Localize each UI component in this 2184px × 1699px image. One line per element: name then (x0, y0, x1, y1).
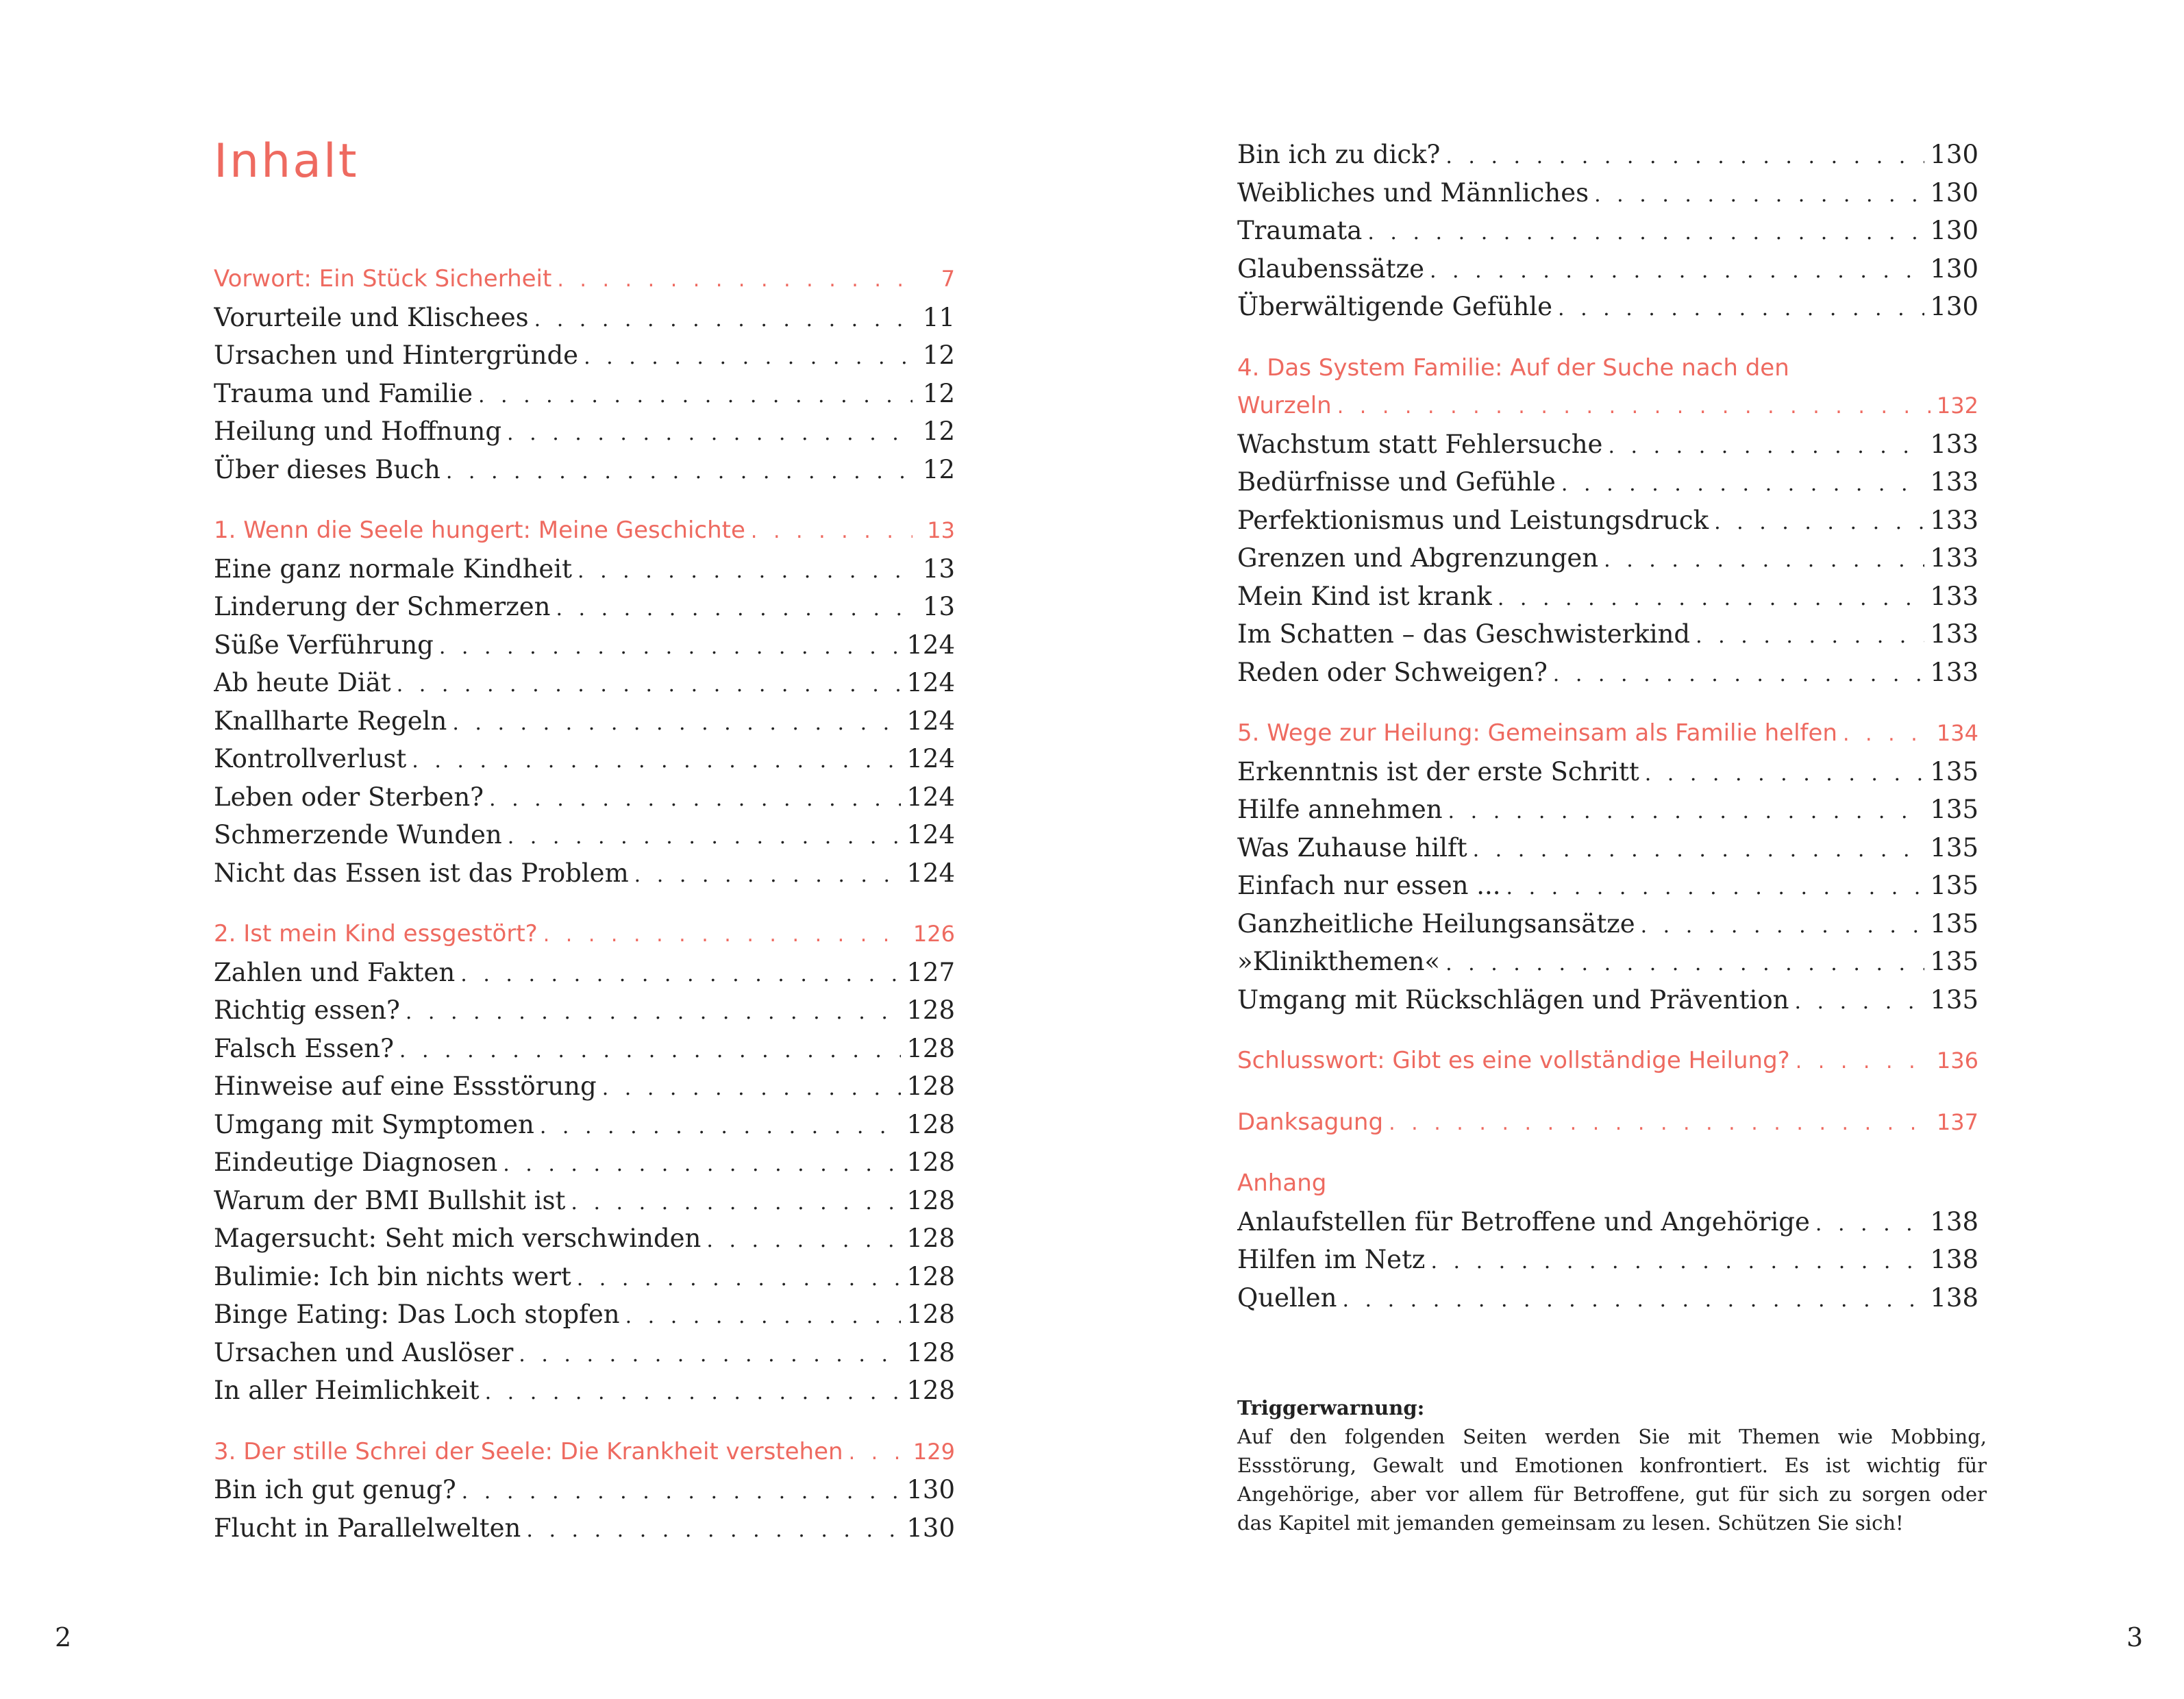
toc-chapter-label: Wurzeln (1237, 392, 1332, 419)
toc-entry-label: Reden oder Schweigen? (1237, 657, 1548, 687)
toc-entry-row[interactable] (214, 1372, 955, 1410)
toc-chapter-row[interactable] (214, 915, 955, 954)
toc-entry-label: Im Schatten – das Geschwisterkind (1237, 619, 1691, 649)
toc-page-number: 128 (906, 1224, 955, 1253)
toc-entry-label: Binge Eating: Das Loch stopfen (214, 1300, 620, 1329)
toc-entry-label: Warum der BMI Bullshit ist (214, 1185, 566, 1215)
toc-page-number: 124 (906, 782, 955, 812)
toc-entry-row[interactable] (1237, 288, 1978, 326)
toc-page-number: 133 (1930, 543, 1978, 573)
leader-dots (452, 704, 901, 741)
toc-page-number: 124 (906, 744, 955, 773)
toc-entry-row[interactable] (214, 954, 955, 992)
toc-entry-row[interactable] (1237, 943, 1978, 981)
toc-entry-label: Hinweise auf eine Essstörung (214, 1071, 597, 1101)
toc-entry-row[interactable] (214, 626, 955, 665)
toc-entry-label: Ursachen und Hintergründe (214, 340, 579, 370)
leader-dots (578, 552, 913, 588)
leader-dots (1843, 715, 1931, 753)
toc-page-number: 127 (906, 957, 955, 987)
toc-entry-label: Hilfe annehmen (1237, 795, 1443, 824)
toc-page-number: 135 (1930, 756, 1978, 786)
leader-dots (1445, 138, 1924, 174)
toc-entry-label: Glaubenssätze (1237, 253, 1424, 284)
leader-dots (1594, 176, 1924, 212)
toc-entry-label: Mein Kind ist krank (1237, 581, 1492, 611)
toc-entry-row[interactable] (214, 664, 955, 702)
leader-dots (1430, 252, 1924, 288)
toc-entry-label: Bin ich zu dick? (1237, 140, 1441, 169)
toc-entry-label: Erkenntnis ist der erste Schritt (1237, 756, 1639, 786)
leader-dots (1794, 983, 1924, 1019)
toc-entry-label: Quellen (1237, 1282, 1337, 1313)
leader-dots (584, 338, 913, 375)
toc-entry-row[interactable] (214, 299, 955, 337)
leader-dots (446, 453, 913, 489)
toc-group-chapter-1 (214, 512, 955, 892)
toc-entry-row[interactable] (214, 854, 955, 893)
leader-dots (556, 590, 913, 626)
toc-page-number: 12 (922, 417, 955, 446)
toc-page-number: 129 (913, 1438, 955, 1465)
toc-entry-label: Ganzheitliche Heilungsansätze (1237, 908, 1635, 939)
toc-page-number: 13 (927, 517, 955, 543)
toc-entry-label: Bulimie: Ich bin nichts wert (214, 1261, 571, 1291)
toc-page-number: 130 (906, 1513, 955, 1543)
toc-entry-label: Eindeutige Diagnosen (214, 1148, 498, 1177)
toc-chapter-label: 5. Wege zur Heilung: Gemeinsam als Familie helfen (1237, 719, 1837, 747)
toc-page-number: 136 (1936, 1047, 1978, 1074)
toc-entry-label: Ab heute Diät (214, 668, 391, 697)
toc-entry-label: Umgang mit Rückschlägen und Prävention (1237, 984, 1789, 1015)
leader-dots (1337, 388, 1931, 425)
toc-entry-row[interactable] (214, 991, 955, 1030)
leader-dots (1367, 214, 1924, 250)
toc-page-number: 128 (906, 1185, 955, 1215)
toc-entry-row[interactable] (1237, 578, 1978, 616)
toc-entry-label: Richtig essen? (214, 995, 400, 1025)
leader-dots (751, 512, 913, 550)
toc-entry-row[interactable] (214, 451, 955, 489)
leader-dots (397, 666, 902, 702)
toc-chapter-label: Danksagung (1237, 1108, 1384, 1136)
toc-group-danksagung (1237, 1104, 1978, 1142)
leader-dots (543, 916, 908, 954)
leader-dots (406, 993, 902, 1030)
toc-entry-row[interactable] (1237, 539, 1978, 578)
toc-entry-label: In aller Heimlichkeit (214, 1376, 480, 1405)
anhang-heading: Anhang (1237, 1169, 1327, 1197)
toc-page-number: 135 (1930, 871, 1978, 900)
toc-page-number: 12 (922, 454, 955, 484)
toc-page-number: 130 (1930, 216, 1978, 245)
toc-page-number: 135 (1930, 795, 1978, 824)
leader-dots (634, 856, 902, 893)
toc-chapter-label: Vorwort: Ein Stück Sicherheit (214, 265, 552, 293)
toc-chapter-row[interactable] (1237, 1104, 1978, 1142)
toc-entry-label: Umgang mit Symptomen (214, 1109, 534, 1139)
toc-entry-label: Hilfen im Netz (1237, 1245, 1426, 1274)
toc-entry-row[interactable] (214, 1258, 955, 1296)
toc-page-number: 12 (922, 340, 955, 370)
leader-dots (1342, 1281, 1924, 1317)
toc-chapter-title-line[interactable] (1237, 349, 1978, 388)
toc-chapter-row[interactable] (1237, 387, 1978, 425)
toc-entry-row[interactable] (214, 1106, 955, 1144)
leader-dots (462, 1473, 902, 1509)
leader-dots (507, 414, 913, 451)
toc-page-number: 124 (906, 706, 955, 736)
toc-entry-row[interactable] (1237, 867, 1978, 905)
toc-entry-row[interactable] (1237, 981, 1978, 1019)
leader-dots (1561, 465, 1924, 501)
toc-entry-row[interactable] (214, 740, 955, 778)
toc-entry-row[interactable] (1237, 1279, 1978, 1317)
leader-dots (706, 1221, 901, 1258)
toc-entry-label: Eine ganz normale Kindheit (214, 554, 573, 584)
toc-entry-row[interactable] (214, 1509, 955, 1548)
trigger-warning-title: Triggerwarnung: (1237, 1396, 1425, 1419)
toc-entry-label: Linderung der Schmerzen (214, 592, 551, 621)
toc-chapter-row[interactable] (1237, 715, 1978, 753)
toc-group-chapter-4 (1237, 349, 1978, 692)
toc-entry-row[interactable] (1237, 250, 1978, 288)
leader-dots (439, 628, 902, 665)
leader-dots (571, 1184, 901, 1220)
toc-entry-row[interactable] (1237, 425, 1978, 464)
toc-entry-label: Leben oder Sterben? (214, 782, 484, 812)
toc-entry-label: Traumata (1237, 216, 1363, 245)
toc-entry-label: Heilung und Hoffnung (214, 417, 502, 446)
leader-dots (1608, 427, 1924, 464)
toc-page-number: 124 (906, 668, 955, 697)
toc-page-number: 128 (906, 1109, 955, 1139)
toc-page-number: 12 (922, 378, 955, 408)
leader-dots (557, 261, 913, 299)
toc-chapter-row[interactable] (214, 512, 955, 550)
toc-page-number: 137 (1936, 1108, 1978, 1135)
toc-page-number: 135 (1930, 832, 1978, 863)
toc-entry-row[interactable] (214, 588, 955, 626)
toc-page-number: 133 (1930, 657, 1978, 687)
leader-dots (625, 1298, 902, 1334)
leader-dots (508, 818, 902, 854)
toc-group-anhang (1237, 1165, 1978, 1317)
leader-dots (577, 1260, 902, 1296)
leader-dots (1430, 1243, 1924, 1279)
toc-entry-row[interactable] (1237, 829, 1978, 867)
toc-entry-row[interactable] (1237, 212, 1978, 250)
right-page (1092, 0, 2184, 1699)
toc-entry-label: Magersucht: Seht mich verschwinden (214, 1224, 702, 1253)
toc-entry-label: Grenzen und Abgrenzungen (1237, 543, 1599, 573)
leader-dots (602, 1069, 902, 1106)
page-number: 3 (2126, 1622, 2144, 1652)
toc-page-number: 138 (1930, 1206, 1978, 1237)
toc-entry-label: Vorurteile und Klischees (214, 302, 529, 332)
toc-entry-label: Falsch Essen? (214, 1033, 394, 1063)
leader-dots (1445, 945, 1924, 981)
toc-entry-row[interactable] (214, 1471, 955, 1509)
toc-entry-row[interactable] (214, 1334, 955, 1372)
leader-dots (1558, 290, 1924, 326)
toc-entry-label: Kontrollverlust (214, 744, 407, 773)
toc-left-column (214, 260, 955, 1570)
toc-page-number: 133 (1930, 467, 1978, 497)
leader-dots (1815, 1205, 1924, 1241)
toc-entry-label: Knallharte Regeln (214, 706, 447, 736)
toc-page-number: 133 (1930, 429, 1978, 459)
toc-page-number: 135 (1930, 908, 1978, 939)
toc-entry-row[interactable] (214, 816, 955, 854)
toc-page-number: 135 (1930, 947, 1978, 976)
toc-entry-row[interactable] (214, 1182, 955, 1220)
toc-entry-label: Wachstum statt Fehlersuche (1237, 429, 1603, 459)
toc-page-number: 126 (913, 921, 955, 947)
leader-dots (399, 1032, 901, 1068)
toc-entry-label: Anlaufstellen für Betroffene und Angehörige (1237, 1206, 1810, 1237)
toc-entry-row[interactable] (1237, 791, 1978, 829)
leader-dots (1553, 656, 1925, 692)
toc-page-number: 13 (922, 592, 955, 621)
toc-page-number: 13 (922, 554, 955, 584)
toc-page-number: 133 (1930, 619, 1978, 649)
toc-chapter-label: Schlusswort: Gibt es eine vollständige Heilung? (1237, 1047, 1790, 1074)
toc-entry-row[interactable] (214, 1219, 955, 1258)
toc-chapter-row[interactable] (1237, 1042, 1978, 1080)
leader-dots (489, 780, 901, 817)
toc-page-number: 128 (906, 1337, 955, 1367)
toc-page-number: 130 (1930, 292, 1978, 321)
toc-entry-row[interactable] (214, 1030, 955, 1068)
toc-page-number: 128 (906, 995, 955, 1025)
toc-page-number: 11 (922, 302, 955, 332)
toc-entry-label: Einfach nur essen ... (1237, 871, 1501, 900)
toc-page-number: 128 (906, 1300, 955, 1329)
toc-page-number: 130 (1930, 253, 1978, 284)
leader-dots (1604, 541, 1924, 578)
leader-dots (1506, 869, 1925, 905)
toc-entry-label: Trauma und Familie (214, 378, 473, 408)
toc-chapter-row[interactable] (214, 260, 955, 299)
toc-chapter-label: 3. Der stille Schrei der Seele: Die Krankheit verstehen (214, 1437, 843, 1465)
toc-chapter-row[interactable] (214, 1433, 955, 1472)
toc-entry-label: Ursachen und Auslöser (214, 1337, 514, 1367)
toc-group-chapter-3 (214, 1433, 955, 1548)
leader-dots (1641, 907, 1925, 943)
toc-entry-row[interactable] (214, 336, 955, 375)
toc-group-chapter-3-continued (1237, 136, 1978, 326)
toc-page-number: 7 (941, 266, 955, 292)
toc-page-number: 133 (1930, 505, 1978, 535)
toc-entry-row[interactable] (1237, 654, 1978, 692)
leader-dots (1714, 504, 1924, 540)
toc-entry-row[interactable] (1237, 1203, 1978, 1241)
leader-dots (478, 377, 913, 413)
toc-chapter-label: 4. Das System Familie: Auf der Suche nach den (1237, 354, 1789, 382)
leader-dots (503, 1145, 901, 1182)
toc-page-number: 128 (906, 1376, 955, 1405)
toc-page-number: 138 (1930, 1245, 1978, 1274)
toc-entry-label: Was Zuhause hilft (1237, 832, 1467, 863)
toc-page-number: 124 (906, 630, 955, 660)
toc-page-number: 135 (1930, 984, 1978, 1015)
page-title: Inhalt (214, 134, 359, 188)
trigger-warning (1237, 1393, 1987, 1537)
toc-entry-label: Bedürfnisse und Gefühle (1237, 467, 1556, 497)
toc-group-chapter-5 (1237, 715, 1978, 1019)
leader-dots (1473, 831, 1925, 867)
leader-dots (1498, 580, 1925, 616)
toc-page-number: 128 (906, 1148, 955, 1177)
toc-entry-row[interactable] (214, 1295, 955, 1334)
toc-entry-row[interactable] (214, 375, 955, 413)
toc-entry-label: Zahlen und Fakten (214, 957, 456, 987)
leader-dots (526, 1511, 901, 1548)
leader-dots (540, 1108, 902, 1144)
toc-entry-row[interactable] (214, 550, 955, 588)
toc-page-number: 130 (1930, 140, 1978, 169)
leader-dots (1389, 1104, 1931, 1142)
toc-entry-row[interactable] (214, 1067, 955, 1106)
toc-entry-label: Nicht das Essen ist das Problem (214, 858, 629, 888)
toc-entry-row[interactable] (1237, 463, 1978, 501)
toc-entry-row[interactable] (1237, 905, 1978, 943)
toc-group-vorwort (214, 260, 955, 488)
leader-dots (519, 1336, 901, 1372)
toc-right-column (1237, 136, 1978, 1340)
toc-chapter-label: 2. Ist mein Kind essgestört? (214, 920, 538, 947)
toc-group-chapter-2 (214, 915, 955, 1410)
toc-entry-row[interactable] (1237, 174, 1978, 212)
toc-group-schlusswort (1237, 1042, 1978, 1080)
leader-dots (849, 1434, 908, 1472)
toc-page-number: 130 (1930, 177, 1978, 208)
toc-entry-label: Schmerzende Wunden (214, 820, 502, 850)
toc-entry-row[interactable] (214, 1143, 955, 1182)
toc-entry-row[interactable] (1237, 753, 1978, 791)
toc-entry-label: Süße Verführung (214, 630, 434, 660)
toc-page-number: 128 (906, 1261, 955, 1291)
toc-entry-row[interactable] (214, 412, 955, 451)
toc-page-number: 134 (1936, 720, 1978, 746)
toc-entry-label: Bin ich gut genug? (214, 1475, 456, 1504)
toc-entry-label: Perfektionismus und Leistungsdruck (1237, 505, 1709, 535)
toc-page-number: 124 (906, 858, 955, 888)
toc-page-number: 128 (906, 1071, 955, 1101)
leader-dots (485, 1374, 902, 1410)
leader-dots (1645, 755, 1925, 791)
leader-dots (1696, 617, 1924, 654)
toc-entry-row[interactable] (214, 702, 955, 741)
trigger-warning-text: Auf den folgenden Seiten werden Sie mit Themen wie Mobbing, Essstörung, Gewalt und Emotionen konfrontiert. Es ist wichtig für Angehörige, aber vor allem für Betroffene, gut für sich zu sorgen oder das Kapitel mit jemanden gemeinsam zu lesen. Schützen Sie sich! (1237, 1425, 1987, 1535)
toc-page-number: 130 (906, 1475, 955, 1504)
toc-entry-label: Weibliches und Männliches (1237, 177, 1589, 208)
toc-entry-label: Überwältigende Gefühle (1237, 292, 1553, 321)
leader-dots (534, 301, 913, 337)
toc-entry-row[interactable] (1237, 615, 1978, 654)
toc-entry-label: Flucht in Parallelwelten (214, 1513, 521, 1543)
leader-dots (1448, 793, 1925, 829)
page-number: 2 (55, 1622, 72, 1652)
toc-entry-row[interactable] (214, 778, 955, 817)
toc-entry-row[interactable] (1237, 501, 1978, 540)
toc-entry-row[interactable] (1237, 1241, 1978, 1279)
toc-chapter-label: 1. Wenn die Seele hungert: Meine Geschichte (214, 517, 745, 544)
toc-page-number: 138 (1930, 1282, 1978, 1313)
toc-entry-label: »Klinikthemen« (1237, 947, 1441, 976)
toc-page-number: 132 (1936, 393, 1978, 419)
leader-dots (460, 956, 901, 992)
toc-page-number: 133 (1930, 581, 1978, 611)
leader-dots (412, 742, 901, 778)
toc-entry-row[interactable] (1237, 136, 1978, 174)
toc-page-number: 128 (906, 1033, 955, 1063)
toc-page-number: 124 (906, 820, 955, 850)
toc-entry-label: Über dieses Buch (214, 454, 440, 484)
leader-dots (1796, 1043, 1931, 1080)
